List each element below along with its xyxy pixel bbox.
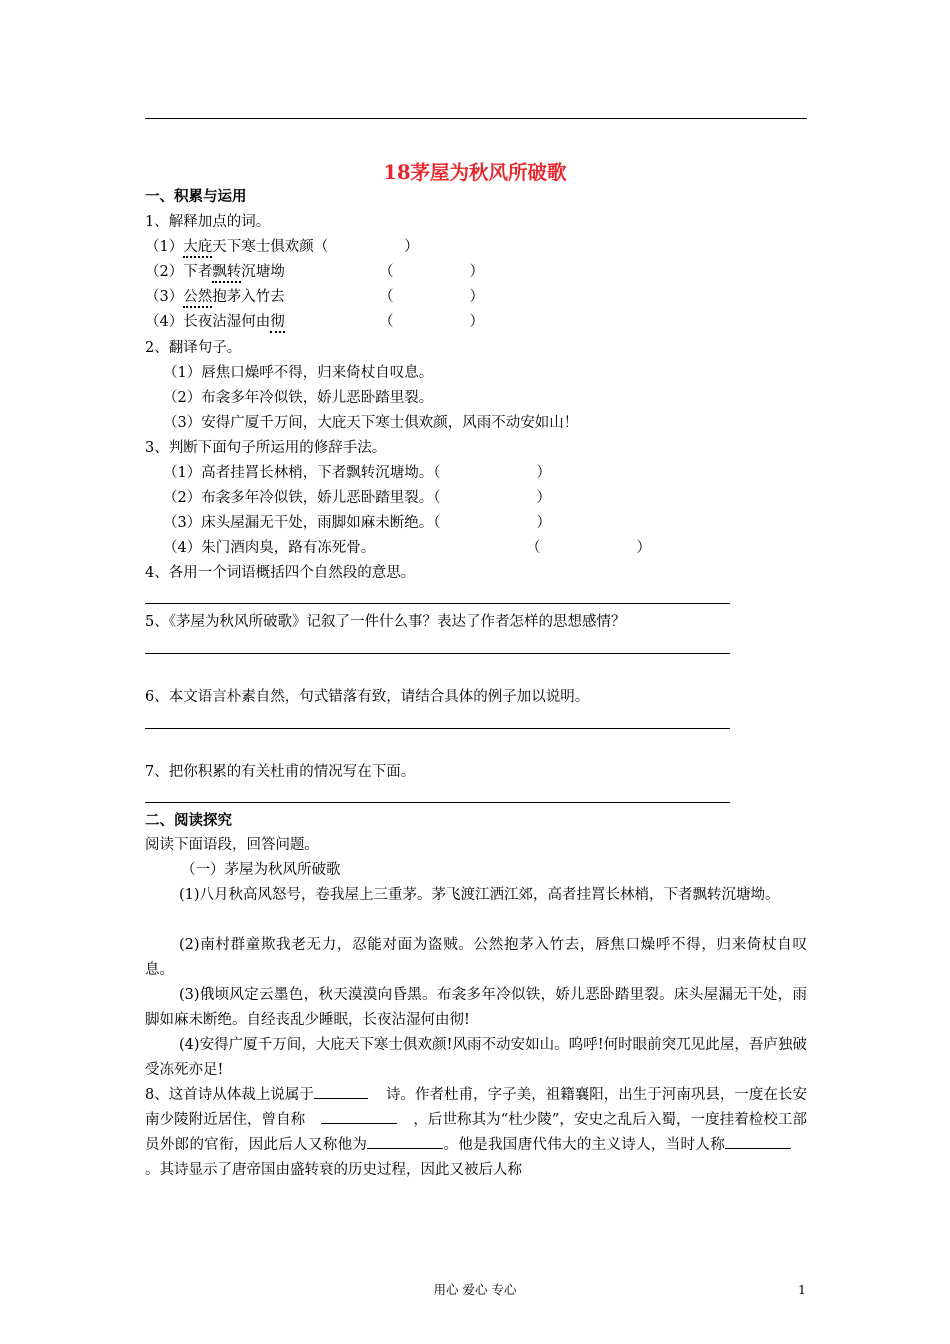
poem-paragraph-4: (4)安得广厦千万间，大庇天下寒士俱欢颜!风雨不动安如山。呜呼!何时眼前突兀见此屋，吾庐独破受冻死亦足! (145, 1037, 807, 1078)
q1-item-2-paren: （ ） (379, 264, 484, 280)
q3-item-3: （3）床头屋漏无干处，雨脚如麻未断绝。（ ） (163, 515, 551, 531)
q2-item-3: （3）安得广厦千万间，大庇天下寒士俱欢颜，风雨不动安如山！ (163, 415, 579, 431)
q3-item-2: （2）布衾多年冷似铁，娇儿恶卧踏里裂。（ ） (163, 490, 551, 506)
q6-answer-line[interactable] (145, 728, 730, 729)
section2-heading: 二、阅读探究 (145, 812, 232, 829)
q8-blank-1[interactable] (314, 1084, 368, 1099)
poem-paragraph-1: (1)八月秋高风怒号，卷我屋上三重茅。茅飞渡江洒江郊，高者挂罥长林梢，下者飘转沉塘坳。 (179, 887, 780, 903)
q8-blank-3[interactable] (367, 1134, 443, 1149)
q5-answer-line[interactable] (145, 653, 730, 654)
q7-answer-line[interactable] (145, 802, 730, 803)
q1-item-4-paren: （ ） (379, 314, 484, 330)
q3-item-4-paren: （ ） (526, 540, 651, 556)
poem-paragraph-3: (3)俄顷风定云墨色，秋天漠漠向昏黑。布衾多年冷似铁，娇儿恶卧踏里裂。床头屋漏无干处，雨脚如麻未断绝。自经丧乱少睡眠，长夜沾湿何由彻! (145, 987, 807, 1028)
q1-item-2: （2）下者飘转沉塘坳 (145, 265, 285, 280)
q1-item-1: （1）大庇天下寒士俱欢颜（ ） (145, 240, 419, 255)
page-number: 1 (798, 1282, 806, 1297)
q2-label: 2、翻译句子。 (145, 340, 242, 356)
header-rule (145, 118, 807, 119)
q8-blank-2[interactable] (321, 1109, 397, 1124)
q3-item-4: （4）朱门酒肉臭，路有冻死骨。 (163, 540, 376, 556)
q3-label: 3、判断下面句子所运用的修辞手法。 (145, 440, 387, 456)
q2-item-1: （1）唇焦口燥呼不得，归来倚杖自叹息。 (163, 365, 434, 381)
q2-item-2: （2）布衾多年冷似铁，娇儿恶卧踏里裂。 (163, 390, 434, 406)
q5-label: 5、《茅屋为秋风所破歌》记叙了一件什么事？表达了作者怎样的思想感情？ (145, 614, 626, 630)
poem-paragraph-2: (2)南村群童欺我老无力，忍能对面为盗贼。公然抱茅入竹去，唇焦口燥呼不得，归来倚杖自叹息。 (145, 937, 807, 978)
q3-item-1: （1）高者挂罥长林梢，下者飘转沉塘坳。（ ） (163, 465, 551, 481)
q1-item-3-paren: （ ） (379, 289, 484, 305)
q1-item-3: （3）公然抱茅入竹去 (145, 290, 285, 305)
poem-title: （一）茅屋为秋风所破歌 (181, 862, 341, 878)
q8-text: 8、这首诗从体裁上说属于 诗。作者杜甫，字子美，祖籍襄阳，出生于河南巩县，一度在长安南少陵附近居住，曾自称 ，后世称其为“杜少陵”，安史之乱后入蜀，一度挂着检校工部员外郎的官衔，因此后人又称他为 。他是我国唐代伟大的主义诗人，当时人称。其诗显示了唐帝国由盛转衰的历史过程，因此又被后人称 (145, 1083, 807, 1183)
section2-intro: 阅读下面语段，回答问题。 (145, 837, 319, 853)
section1-heading: 一、积累与运用 (145, 188, 247, 205)
footer-text: 用心 爱心 专心 (433, 1282, 517, 1297)
q6-label: 6、本文语言朴素自然，句式错落有致，请结合具体的例子加以说明。 (145, 689, 590, 705)
page-title: 18茅屋为秋风所破歌 (383, 161, 567, 184)
q4-label: 4、各用一个词语概括四个自然段的意思。 (145, 565, 416, 581)
q7-label: 7、把你积累的有关杜甫的情况写在下面。 (145, 764, 416, 780)
q1-item-4: （4）长夜沾湿何由彻 (145, 315, 285, 330)
q4-answer-line[interactable] (145, 603, 730, 604)
q1-label: 1、解释加点的词。 (145, 214, 271, 230)
q8-blank-4[interactable] (725, 1134, 791, 1149)
